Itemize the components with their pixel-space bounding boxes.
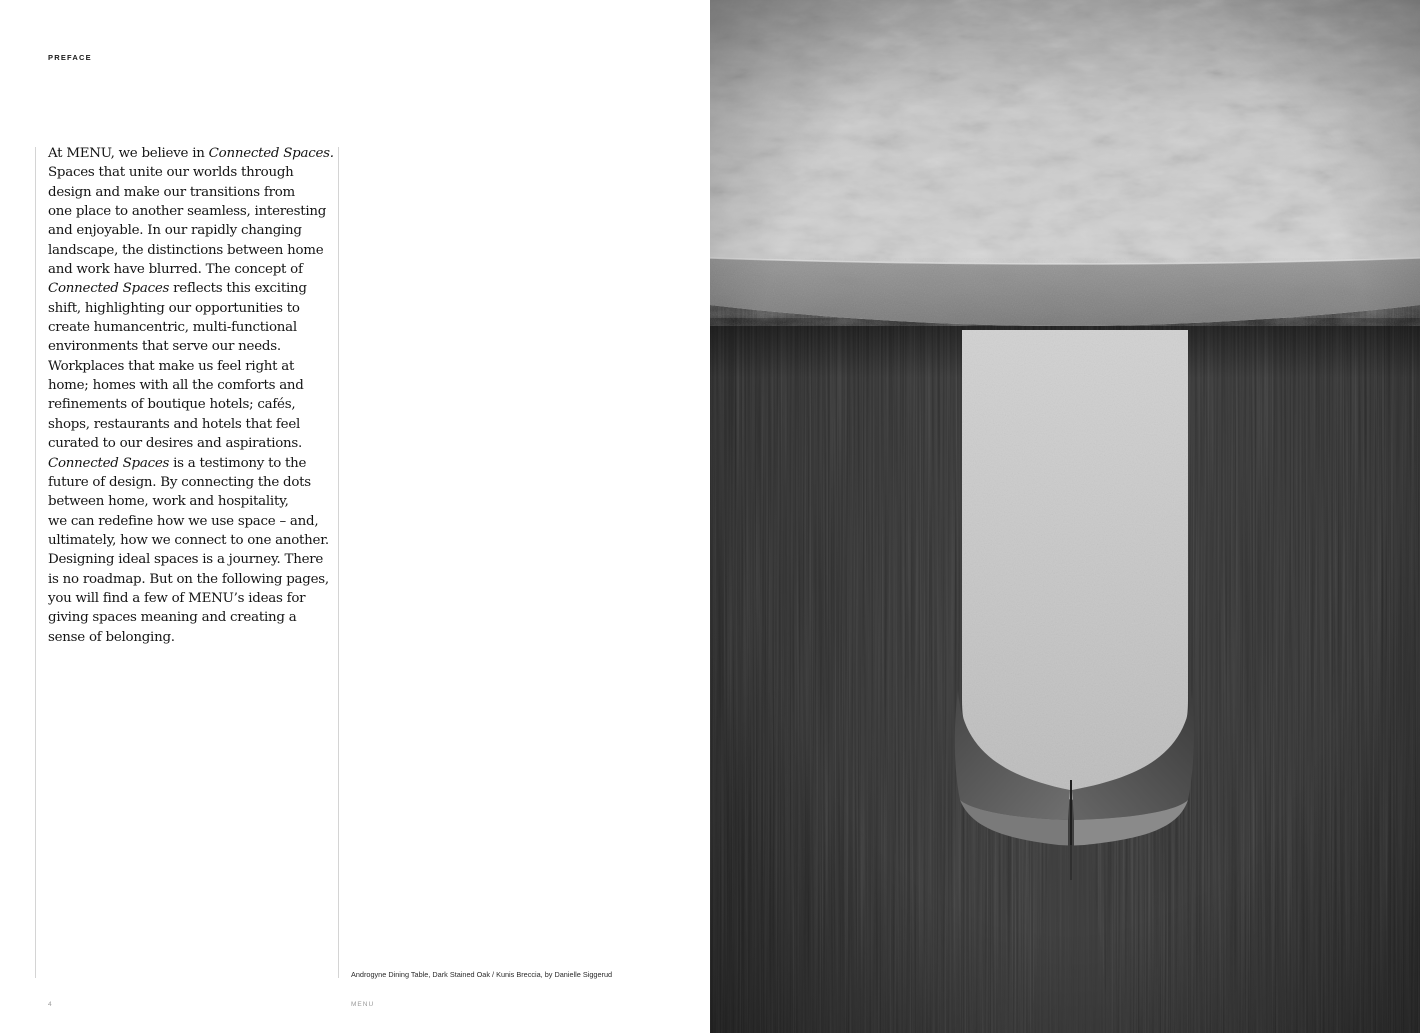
preface-line bbox=[48, 570, 333, 589]
preface-text-run: shops, restaurants and hotels that feel bbox=[48, 416, 301, 432]
footer-brand: MENU bbox=[351, 1001, 375, 1008]
preface-text-run: shift, highlighting our opportunities to bbox=[48, 300, 300, 316]
preface-line bbox=[48, 357, 333, 376]
preface-line bbox=[48, 531, 333, 550]
preface-line bbox=[48, 202, 333, 221]
preface-text-run: sense of belonging. bbox=[48, 629, 175, 645]
preface-line bbox=[48, 415, 333, 434]
preface-text-run: environments that serve our needs. bbox=[48, 339, 281, 355]
preface-text-run: ultimately, how we connect to one another. bbox=[48, 532, 329, 548]
preface-text-run: reflects this exciting bbox=[169, 281, 307, 297]
preface-line bbox=[48, 183, 333, 202]
preface-text-run: and enjoyable. In our rapidly changing bbox=[48, 223, 302, 239]
preface-text-run: curated to our desires and aspirations. bbox=[48, 436, 303, 452]
preface-italic-run: Connected Spaces bbox=[48, 281, 170, 297]
preface-line bbox=[48, 434, 333, 453]
preface-line bbox=[48, 608, 333, 627]
preface-text-run: Workplaces that make us feel right at bbox=[48, 358, 295, 374]
preface-text-run: design and make our transitions from bbox=[48, 184, 295, 200]
preface-line bbox=[48, 512, 333, 531]
preface-line bbox=[48, 628, 333, 647]
preface-line bbox=[48, 376, 333, 395]
preface-line bbox=[48, 260, 333, 279]
preface-line bbox=[48, 589, 333, 608]
preface-text-run: one place to another seamless, interesting bbox=[48, 204, 327, 220]
preface-text-run: and work have blurred. The concept of bbox=[48, 262, 303, 278]
preface-line bbox=[48, 279, 333, 298]
preface-line bbox=[48, 337, 333, 356]
preface-text-run: between home, work and hospitality, bbox=[48, 494, 289, 510]
photo-vignette bbox=[710, 0, 1420, 1033]
preface-italic-run: Connected Spaces bbox=[48, 455, 170, 471]
preface-text-run: we can redefine how we use space – and, bbox=[48, 513, 319, 529]
preface-body-text bbox=[48, 144, 333, 647]
page-number: 4 bbox=[48, 1001, 53, 1008]
preface-text-run: is a testimony to the bbox=[169, 455, 307, 471]
preface-text-run: create humancentric, multi-functional bbox=[48, 320, 297, 336]
preface-line bbox=[48, 318, 333, 337]
preface-line bbox=[48, 454, 333, 473]
section-label: PREFACE bbox=[48, 53, 92, 62]
preface-line bbox=[48, 144, 333, 163]
preface-text-run: refinements of boutique hotels; cafés, bbox=[48, 397, 296, 413]
table-photograph bbox=[710, 0, 1420, 1033]
preface-text-run: future of design. By connecting the dots bbox=[48, 474, 311, 490]
preface-line bbox=[48, 241, 333, 260]
middle-column-rule bbox=[338, 147, 339, 978]
preface-line bbox=[48, 492, 333, 511]
preface-line bbox=[48, 473, 333, 492]
preface-line bbox=[48, 163, 333, 182]
left-column-rule bbox=[35, 147, 36, 978]
preface-line bbox=[48, 221, 333, 240]
preface-text-run: home; homes with all the comforts and bbox=[48, 378, 304, 394]
preface-text-run: giving spaces meaning and creating a bbox=[48, 610, 297, 626]
photo-caption: Androgyne Dining Table, Dark Stained Oak / Kunis Breccia, by Danielle Siggerud bbox=[351, 970, 613, 979]
preface-text-run: Spaces that unite our worlds through bbox=[48, 165, 294, 181]
preface-line bbox=[48, 395, 333, 414]
preface-line bbox=[48, 299, 333, 318]
preface-text-run: landscape, the distinctions between home bbox=[48, 242, 324, 258]
preface-text-run: At MENU, we believe in bbox=[48, 146, 209, 161]
preface-text-run: is no roadmap. But on the following pages, bbox=[48, 571, 329, 587]
table-photo-illustration bbox=[710, 0, 1420, 1033]
preface-text-run: you will find a few of MENU’s ideas for bbox=[48, 590, 306, 606]
preface-text-run: Designing ideal spaces is a journey. There bbox=[48, 552, 324, 568]
preface-italic-run: Connected Spaces. bbox=[208, 146, 334, 161]
preface-line bbox=[48, 550, 333, 569]
